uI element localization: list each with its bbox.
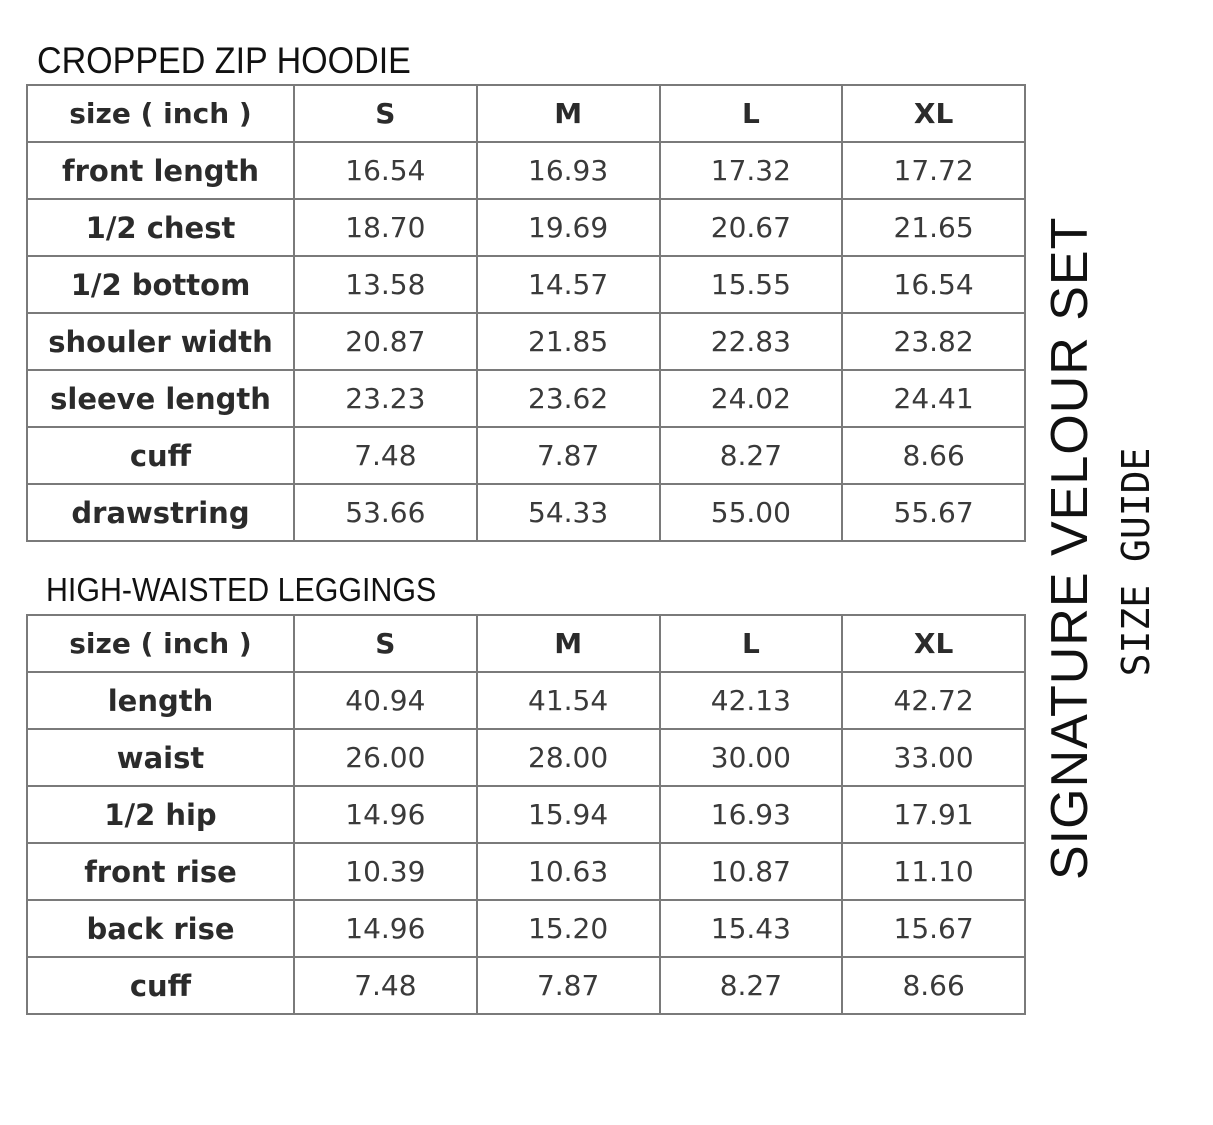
set-name-vertical-title: SIGNATURE VELOUR SET bbox=[1041, 216, 1099, 880]
measurement-label: shouler width bbox=[27, 313, 294, 370]
measurement-value: 54.33 bbox=[477, 484, 660, 541]
measurement-value: 22.83 bbox=[660, 313, 843, 370]
measurement-value: 53.66 bbox=[294, 484, 477, 541]
measurement-label: cuff bbox=[27, 427, 294, 484]
measurement-value: 15.43 bbox=[660, 900, 843, 957]
measurement-value: 10.87 bbox=[660, 843, 843, 900]
measurement-value: 24.41 bbox=[842, 370, 1025, 427]
table-row bbox=[27, 729, 1025, 786]
measurement-value: 8.27 bbox=[660, 957, 843, 1014]
measurement-value: 14.96 bbox=[294, 900, 477, 957]
measurement-value: 8.66 bbox=[842, 957, 1025, 1014]
measurement-value: 20.87 bbox=[294, 313, 477, 370]
measurement-value: 23.62 bbox=[477, 370, 660, 427]
header-cell-size: M bbox=[477, 85, 660, 142]
measurement-value: 7.48 bbox=[294, 957, 477, 1014]
measurement-value: 55.00 bbox=[660, 484, 843, 541]
measurement-value: 14.96 bbox=[294, 786, 477, 843]
header-cell-size-unit: size ( inch ) bbox=[27, 85, 294, 142]
measurement-value: 7.87 bbox=[477, 427, 660, 484]
header-cell-size-unit: size ( inch ) bbox=[27, 615, 294, 672]
measurement-value: 11.10 bbox=[842, 843, 1025, 900]
header-cell-size: S bbox=[294, 85, 477, 142]
leggings-size-table bbox=[26, 614, 1026, 1015]
table-row bbox=[27, 672, 1025, 729]
measurement-value: 10.39 bbox=[294, 843, 477, 900]
table-row bbox=[27, 370, 1025, 427]
measurement-value: 16.93 bbox=[477, 142, 660, 199]
measurement-value: 21.65 bbox=[842, 199, 1025, 256]
hoodie-section-title: CROPPED ZIP HOODIE bbox=[37, 40, 411, 81]
measurement-label: front rise bbox=[27, 843, 294, 900]
header-cell-size: L bbox=[660, 85, 843, 142]
measurement-label: waist bbox=[27, 729, 294, 786]
measurement-value: 55.67 bbox=[842, 484, 1025, 541]
measurement-value: 42.72 bbox=[842, 672, 1025, 729]
measurement-label: 1/2 chest bbox=[27, 199, 294, 256]
header-cell-size: XL bbox=[842, 615, 1025, 672]
size-guide-vertical-subtitle: SIZE GUIDE bbox=[1114, 447, 1158, 677]
measurement-value: 8.66 bbox=[842, 427, 1025, 484]
measurement-value: 10.63 bbox=[477, 843, 660, 900]
measurement-label: 1/2 hip bbox=[27, 786, 294, 843]
header-cell-size: L bbox=[660, 615, 843, 672]
measurement-value: 14.57 bbox=[477, 256, 660, 313]
header-cell-size: S bbox=[294, 615, 477, 672]
measurement-value: 28.00 bbox=[477, 729, 660, 786]
measurement-value: 7.48 bbox=[294, 427, 477, 484]
hoodie-size-table bbox=[26, 84, 1026, 542]
measurement-label: back rise bbox=[27, 900, 294, 957]
table-row bbox=[27, 900, 1025, 957]
measurement-value: 18.70 bbox=[294, 199, 477, 256]
measurement-value: 24.02 bbox=[660, 370, 843, 427]
measurement-value: 16.54 bbox=[842, 256, 1025, 313]
measurement-label: 1/2 bottom bbox=[27, 256, 294, 313]
measurement-value: 15.20 bbox=[477, 900, 660, 957]
measurement-value: 30.00 bbox=[660, 729, 843, 786]
measurement-value: 17.91 bbox=[842, 786, 1025, 843]
measurement-value: 42.13 bbox=[660, 672, 843, 729]
measurement-value: 21.85 bbox=[477, 313, 660, 370]
table-row bbox=[27, 786, 1025, 843]
table-header-row bbox=[27, 85, 1025, 142]
measurement-label: cuff bbox=[27, 957, 294, 1014]
leggings-section-title: HIGH-WAISTED LEGGINGS bbox=[46, 571, 437, 608]
table-row bbox=[27, 843, 1025, 900]
measurement-value: 19.69 bbox=[477, 199, 660, 256]
table-row bbox=[27, 256, 1025, 313]
header-cell-size: M bbox=[477, 615, 660, 672]
measurement-label: length bbox=[27, 672, 294, 729]
measurement-value: 17.72 bbox=[842, 142, 1025, 199]
table-row bbox=[27, 313, 1025, 370]
measurement-value: 23.23 bbox=[294, 370, 477, 427]
measurement-value: 33.00 bbox=[842, 729, 1025, 786]
measurement-value: 41.54 bbox=[477, 672, 660, 729]
measurement-value: 15.94 bbox=[477, 786, 660, 843]
table-row bbox=[27, 484, 1025, 541]
measurement-value: 15.55 bbox=[660, 256, 843, 313]
measurement-label: front length bbox=[27, 142, 294, 199]
measurement-value: 16.54 bbox=[294, 142, 477, 199]
table-row bbox=[27, 427, 1025, 484]
measurement-value: 26.00 bbox=[294, 729, 477, 786]
measurement-value: 16.93 bbox=[660, 786, 843, 843]
table-row bbox=[27, 957, 1025, 1014]
table-header-row bbox=[27, 615, 1025, 672]
measurement-label: drawstring bbox=[27, 484, 294, 541]
measurement-value: 23.82 bbox=[842, 313, 1025, 370]
measurement-value: 7.87 bbox=[477, 957, 660, 1014]
table-row bbox=[27, 142, 1025, 199]
measurement-value: 40.94 bbox=[294, 672, 477, 729]
measurement-label: sleeve length bbox=[27, 370, 294, 427]
table-row bbox=[27, 199, 1025, 256]
measurement-value: 20.67 bbox=[660, 199, 843, 256]
measurement-value: 13.58 bbox=[294, 256, 477, 313]
measurement-value: 8.27 bbox=[660, 427, 843, 484]
measurement-value: 17.32 bbox=[660, 142, 843, 199]
measurement-value: 15.67 bbox=[842, 900, 1025, 957]
header-cell-size: XL bbox=[842, 85, 1025, 142]
